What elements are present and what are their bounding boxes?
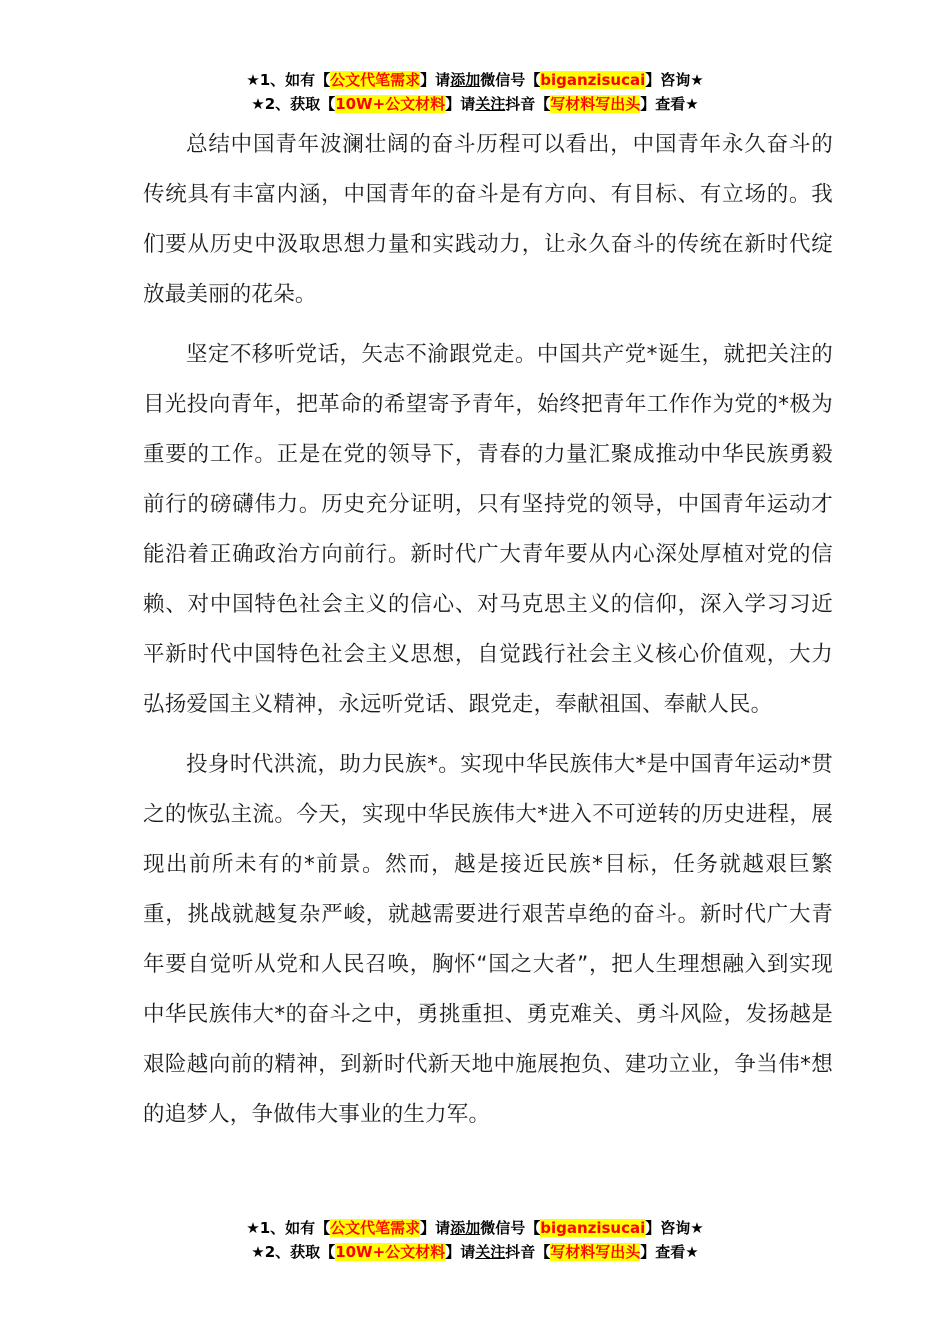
banner-line-1 <box>0 68 950 92</box>
banner-line-1 <box>0 1216 950 1240</box>
highlight-service: 公文代笔需求 <box>330 1219 421 1237</box>
banner-line-2 <box>0 1240 950 1264</box>
emphasis-text: 添加 <box>450 71 481 89</box>
emphasis-text: 添加 <box>450 1219 481 1237</box>
banner-text: ★1、如有【 <box>246 71 331 89</box>
banner-text: 】咨询★ <box>645 1219 704 1237</box>
banner-text: ★1、如有【 <box>246 1219 331 1237</box>
banner-text: 微信号【 <box>480 1219 541 1237</box>
banner-text: 抖音【 <box>505 1243 551 1261</box>
banner-text: ★2、获取【 <box>251 95 336 113</box>
banner-text: ★2、获取【 <box>251 1243 336 1261</box>
banner-text: 】请 <box>420 1219 451 1237</box>
highlight-materials: 10W+公文材料 <box>335 1243 446 1261</box>
banner-line-2 <box>0 92 950 116</box>
paragraph-3: 投身时代洪流，助力民族*。实现中华民族伟大*是中国青年运动*贯之的恢弘主流。今天，实现中华民族伟大*进入不可逆转的历史进程，展现出前所未有的*前景。然而，越是接近民族*目标，任务就越艰巨繁重，挑战就越复杂严峻，就越需要进行艰苦卓绝的奋斗。新时代广大青年要自觉听从党和人民召唤，胸怀“国之大者”，把人生理想融入到实现中华民族伟大*的奋斗之中，勇挑重担、勇克难关、勇斗风险，发扬越是艰险越向前的精神，到新时代新天地中施展抱负、建功立业，争当伟*想的追梦人，争做伟大事业的生力军。 <box>143 752 833 1127</box>
banner-text: 微信号【 <box>480 71 541 89</box>
banner-text: 】请 <box>445 95 476 113</box>
banner-text: 】咨询★ <box>645 71 704 89</box>
banner-text: 】请 <box>445 1243 476 1261</box>
banner-text: 】查看★ <box>640 1243 699 1261</box>
paragraph-1: 总结中国青年波澜壮阔的奋斗历程可以看出，中国青年永久奋斗的传统具有丰富内涵，中国青年的奋斗是有方向、有目标、有立场的。我们要从历史中汲取思想力量和实践动力，让永久奋斗的传统在新时代绽放最美丽的花朵。 <box>143 132 833 307</box>
emphasis-text: 关注 <box>475 95 506 113</box>
highlight-service: 公文代笔需求 <box>330 71 421 89</box>
highlight-douyin-id: 写材料写出头 <box>550 1243 641 1261</box>
footer-banner <box>0 1216 950 1264</box>
banner-text: 抖音【 <box>505 95 551 113</box>
highlight-douyin-id: 写材料写出头 <box>550 95 641 113</box>
banner-text: 】查看★ <box>640 95 699 113</box>
header-banner <box>0 68 950 116</box>
banner-text: 】请 <box>420 71 451 89</box>
highlight-materials: 10W+公文材料 <box>335 95 446 113</box>
highlight-wechat-id: biganzisucai <box>540 1219 646 1237</box>
emphasis-text: 关注 <box>475 1243 506 1261</box>
highlight-wechat-id: biganzisucai <box>540 71 646 89</box>
document-body <box>143 120 833 1150</box>
paragraph-2: 坚定不移听党话，矢志不渝跟党走。中国共产党*诞生，就把关注的目光投向青年，把革命的希望寄予青年，始终把青年工作作为党的*极为重要的工作。正是在党的领导下，青春的力量汇聚成推动中华民族勇毅前行的磅礴伟力。历史充分证明，只有坚持党的领导，中国青年运动才能沿着正确政治方向前行。新时代广大青年要从内心深处厚植对党的信赖、对中国特色社会主义的信心、对马克思主义的信仰，深入学习习近平新时代中国特色社会主义思想，自觉践行社会主义核心价值观，大力弘扬爱国主义精神，永远听党话、跟党走，奉献祖国、奉献人民。 <box>143 342 833 717</box>
